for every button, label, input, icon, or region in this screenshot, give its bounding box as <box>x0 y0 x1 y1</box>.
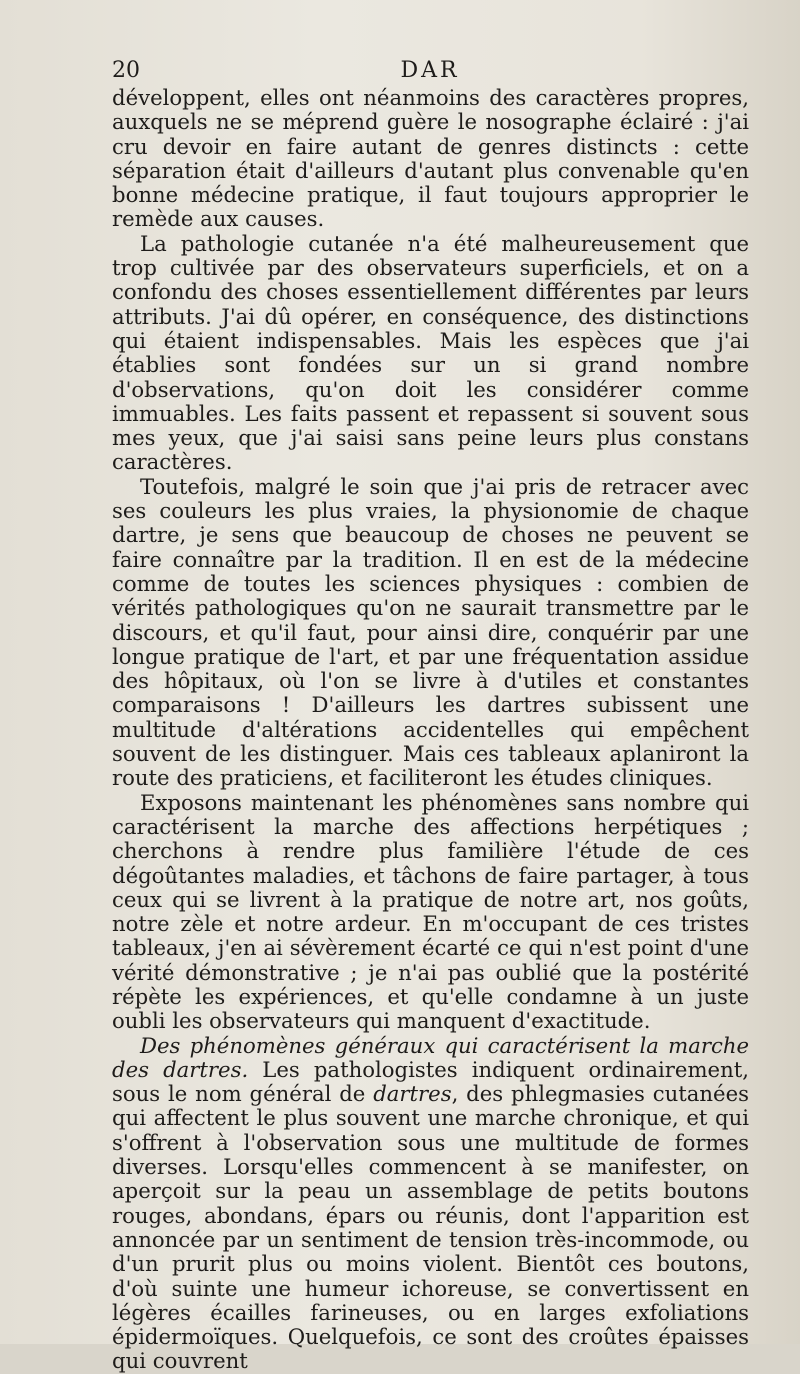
running-head: DAR <box>400 58 460 83</box>
paragraph: La pathologie cutanée n'a été malheureusement que trop cultivée par des observateurs superficiels, et on a confondu des choses essentiellement différentes par leurs attributs. J'ai dû opérer, en conséquence, des distinctions qui étaient indispensables. Mais les espèces que j'ai établies sont fondées sur un si grand nombre d'observations, qu'on doit les considérer comme immuables. Les faits passent et repassent si souvent sous mes yeux, que j'ai saisi sans peine leurs plus constans caractères. <box>112 230 749 475</box>
page-number: 20 <box>112 58 140 83</box>
paragraph-text: , des phlegmasies cutanées qui affectent le plus souvent une marche chronique, et qui s'offrent à l'observation sous une multitude de formes diverses. Lorsqu'elles commencent à se manifester, on aperçoit sur la peau un assemblage de petits boutons rouges, abondans, épars ou réunis, dont l'apparition est annoncée par un sentiment de tension très-incommode, ou d'un prurit plus ou moins violent. Bientôt ces boutons, d'où suinte une humeur ichoreuse, se convertissent en légères écailles farineuses, ou en larges exfoliations épidermoïques. Quelquefois, ce sont des croûtes épaisses qui couvrent <box>112 1081 749 1374</box>
paragraph-text: Les pathologistes indiquent ordinairement, sous le nom général de <box>112 1056 749 1107</box>
paragraph: développent, elles ont néanmoins des caractères propres, auxquels ne se méprend guère le nosographe éclairé : j'ai cru devoir en faire autant de genres distincts : cette séparation était d'ailleurs d'autant plus convenable qu'en bonne médecine pratique, il faut toujours approprier le remède aux causes. <box>112 85 749 232</box>
italic-term: dartres <box>373 1081 452 1107</box>
section-paragraph <box>112 1034 749 1374</box>
page-header <box>112 56 748 86</box>
paragraph: Toutefois, malgré le soin que j'ai pris de retracer avec ses couleurs les plus vraies, la physionomie de chaque dartre, je sens que beaucoup de choses ne peuvent se faire connaître par la tradition. Il en est de la médecine comme de toutes les sciences physiques : combien de vérités pathologiques qu'on ne saurait transmettre par le discours, et qu'il faut, pour ainsi dire, conquérir par une longue pratique de l'art, et par une fréquentation assidue des hôpitaux, où l'on se livre à d'utiles et constantes comparaisons ! D'ailleurs les dartres subissent une multitude d'altérations accidentelles qui empêchent souvent de les distinguer. Mais ces tableaux aplaniront la route des praticiens, et faciliteront les études cliniques. <box>112 473 749 791</box>
paragraph: Exposons maintenant les phénomènes sans nombre qui caractérisent la marche des affections herpétiques ; cherchons à rendre plus familière l'étude de ces dégoûtantes maladies, et tâchons de faire partager, à tous ceux qui se livrent à la pratique de notre art, nos goûts, notre zèle et notre ardeur. En m'occupant de ces tristes tableaux, j'en ai sévèrement écarté ce qui n'est point d'une vérité démonstrative ; je n'ai pas oublié que la postérité répète les expériences, et qu'elle condamne à un juste oubli les observateurs qui manquent d'exactitude. <box>112 789 749 1034</box>
section-heading: Des phénomènes généraux qui caractérisent la marche des dartres. <box>112 1032 749 1082</box>
body-text <box>112 86 749 1374</box>
